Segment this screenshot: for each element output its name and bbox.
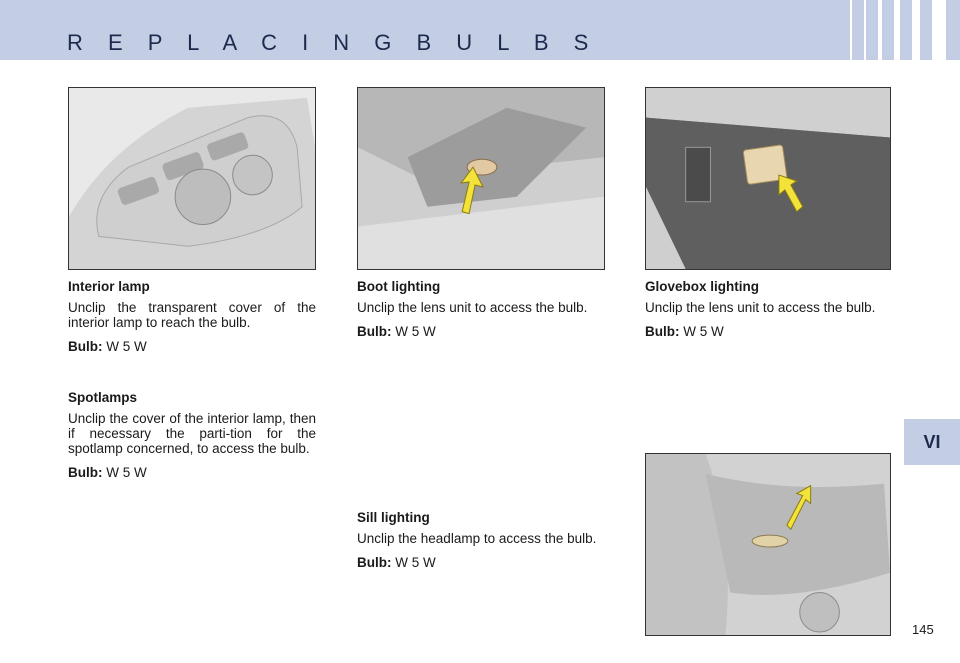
header-band [0, 0, 960, 60]
interior-lamp-photo [68, 87, 316, 270]
glovebox-lighting-section [645, 279, 893, 339]
boot-lighting-heading: Boot lighting [357, 279, 441, 294]
interior-lamp-bulb: Bulb: W 5 W [68, 339, 147, 354]
interior-lamp-section [68, 279, 316, 354]
sill-lighting-section [357, 510, 605, 570]
page-number: 145 [912, 622, 934, 637]
spotlamps-bulb: Bulb: W 5 W [68, 465, 147, 480]
glovebox-lighting-heading: Glovebox lighting [645, 279, 759, 294]
spotlamps-heading: Spotlamps [68, 390, 138, 405]
sill-lighting-photo [645, 453, 891, 636]
interior-lamp-heading: Interior lamp [68, 279, 150, 294]
boot-lighting-bulb: Bulb: W 5 W [357, 324, 436, 339]
spotlamps-text: Unclip the cover of the interior lamp, then if necessary the parti-tion for the spotlamp concerned, to access the bulb. [68, 411, 316, 456]
header-stripes [850, 0, 946, 60]
spotlamps-section [68, 390, 316, 480]
page-title: R E P L A C I N G B U L B S [67, 30, 598, 55]
boot-lighting-text: Unclip the lens unit to access the bulb. [357, 300, 588, 315]
boot-lighting-section [357, 279, 605, 339]
sill-lighting-text: Unclip the headlamp to access the bulb. [357, 531, 597, 546]
glovebox-lighting-bulb: Bulb: W 5 W [645, 324, 724, 339]
interior-lamp-text: Unclip the transparent cover of the interior lamp to reach the bulb. [68, 300, 316, 330]
glovebox-lighting-text: Unclip the lens unit to access the bulb. [645, 300, 876, 315]
sill-lighting-heading: Sill lighting [357, 510, 430, 525]
boot-lighting-photo [357, 87, 605, 270]
sill-lighting-bulb: Bulb: W 5 W [357, 555, 436, 570]
glovebox-lighting-photo [645, 87, 891, 270]
chapter-tab: VI [904, 419, 960, 465]
